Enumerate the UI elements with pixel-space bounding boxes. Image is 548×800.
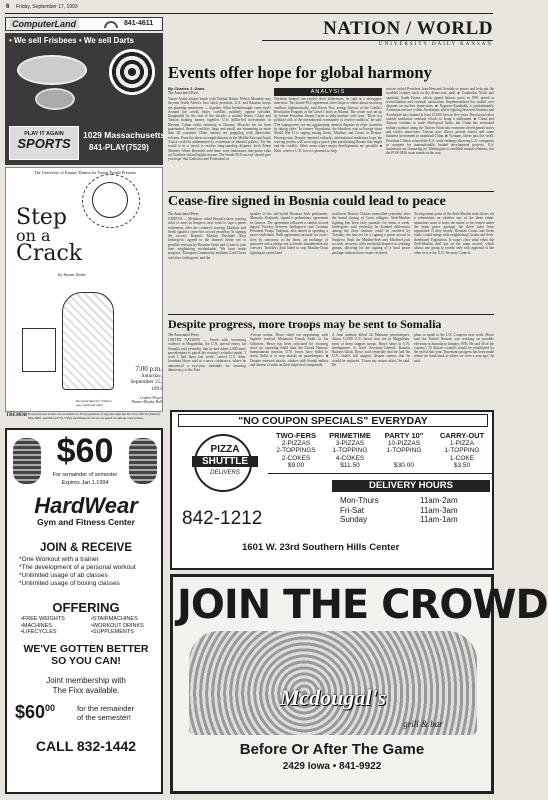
offering-title: OFFERING: [52, 600, 120, 615]
show-time: [116, 366, 162, 392]
offer-right-list: •STAIRMACHINES •WORKOUT DRINKS •SUPPLEMENTS: [91, 616, 144, 635]
special-primetime: PRIMETIME 3-PIZZAS 1-TOPPING 4-COKES $11.50: [329, 431, 371, 469]
pizza-phone: 842-1212: [182, 508, 263, 529]
story2-col4: An important point of the Serb-Muslim deal allows for a referendum on whether any of the three ethnic minorities want 'to leave the union' to be created under the main peace package the three sides have negotiated. If they secede, Bosnian Croats and Serbs likely would merge with neighboring Croatia and Serb-dominated Yugoslavia. It wasn't clear what effect the Serb-Muslim deal has on the main accord, which allows one group to secede only with approval of the other two or the U.N. Security Council.: [414, 212, 494, 255]
pizza-address: 1601 W. 23rd Southern Hills Center: [242, 542, 400, 553]
story1-col2: Northern Ireland can resolve their differences, he said in a newspaper interview. The Israeli-PLO agreement offers hope to others about resolving conflicts diplomatically, said Reyes Nos, acting director of the Conflict Resolution Program at the Carter Center in Atlanta. The center was set up by former President Jimmy Carter to help mediate civil wars. 'There is a political will of the international community to resolve conflicts,' he said. 'The superpowers are not aggravating internal disputes in other countries by taking sides.' In former Yugoslavia, the bloodiest war in Europe since World War II is raging among Serbs, Muslims and Croats in Bosnia-Herzegovina. Despite repeated setbacks, international mediators hope the warring parties will soon sign a peace plan partitioning Bosnia that might end the conflict. Other areas where major developments are possible: ■ Haiti, where a U.N. force is planned to help: [274, 97, 383, 153]
chair-drawing: [22, 328, 56, 372]
story1-agency: The Associated Press: [168, 91, 199, 95]
better-line1: WE'VE GOTTEN BETTER: [23, 643, 149, 655]
computerland-phone: 841-4611: [124, 20, 154, 27]
section-rule: [262, 40, 493, 41]
story3-col3: A June ambush killed 24 Pakistani peacekeepers. About 12,000 U.N. forces now are in Mogadishu, most of them support troops. Howe came to U.N. headquarters to brief Secretary-General Boutros Boutros-Ghali. Howe said yesterday that he had the U.N. chief's full support, despite rumors that he would be replaced. 'I have my return ticket,' he said. He: [332, 333, 410, 368]
show-title-3: Crack: [16, 241, 83, 266]
page-number: 6: [6, 4, 10, 10]
hardwear-remainder: For remainder of semester: [52, 472, 118, 478]
benefit-item: *Unlimited usage of boxing classes: [19, 580, 120, 587]
story1-headline: Events offer hope for global harmony: [168, 63, 432, 82]
benefits-list: [19, 556, 163, 588]
story2-agency: The Associated Press: [168, 212, 199, 216]
special-carryout: CARRY-OUT 1-PIZZA 1-TOPPING 1-COKE $3.50: [439, 431, 485, 469]
hours-row: Fri-Sat 11am-3am: [340, 505, 458, 515]
joint-line2: The Fixx available.: [52, 686, 120, 695]
dartboard-image: [109, 49, 155, 95]
show-day: Saturday,: [141, 372, 162, 379]
hardwear-sub: Gym and Fitness Center: [37, 517, 135, 527]
joint-line1: Joint membership with: [46, 676, 126, 685]
show-year: 1993: [151, 385, 162, 392]
story1-col3: restore exiled President Jean-Bertrand Aristide to power and help put the troubled country back on the democratic path. ■ Cambodia, North and capitalist South Korea, which signed historic pacts in 1991 aimed at reconciliation and eventual unification. Implementation has stalled over disputes on nuclear inspections. ■ Nagorno-Karabakh, a predominantly Armenian enclave within Azerbaijan, where fighting between Armenia and Azerbaijan has claimed at least 15,000 lives in five years. Russia and other outside mediators continue efforts to bring a settlement. ■ China and Taiwan continue to trade ideological barbs, but China has restrained military posture along the Taiwan Strait into economic development zones and tourist attractions. Taiwan now allows private tourist and some business investment in mainland China. ■ Vietnam, where just this week, President Clinton relaxed the U.S. trade embargo allowing U.S. companies to compete for internationally funded development projects. U.S. businesses are clamoring for Washington to establish normal relations, but the POW-MIA issue stands in the way.: [386, 87, 494, 156]
special-party10: PARTY 10" 10-PIZZAS 1-TOPPING $30.00: [384, 431, 424, 469]
pizza-logo: [194, 434, 252, 492]
hardwear-call: CALL 832-1442: [35, 738, 137, 754]
specials-divider: [268, 473, 492, 474]
computerland-ad: [5, 17, 163, 31]
show-author: by Susan Zeder: [58, 272, 86, 277]
theatre-presents: The University of Kansas Theatre for Young People Presents: [34, 170, 136, 175]
benefit-item: *Unlimited usage of ab classes: [19, 572, 108, 579]
price2: $\$60^{00}$: [15, 702, 56, 722]
rainbow-icon: [104, 21, 118, 28]
story3-col4: plans to speak to the U.S. Congress next week. Howe said the United Nations was working on possible elections in Somalia in January 1995. He said 36 of the country's 76 district councils would be established by the end of this year. 'Enormous progress has been made where we think back to where we were a year ago,' he said.: [414, 333, 494, 363]
delivery-hours: [340, 496, 490, 525]
join-receive-title: JOIN & RECEIVE: [39, 542, 133, 554]
show-date: September 25,: [130, 379, 162, 385]
show-time-value: 7:00 p.m.: [135, 365, 162, 373]
story1-byline: By Charles J. Gans: [168, 86, 205, 91]
story3-headline: Despite progress, more troops may be sent to Somalia: [168, 317, 442, 331]
hardwear-expires: Expires Jan.1,1994: [61, 480, 109, 486]
hardwear-price: $60: [56, 432, 114, 470]
frisbee-image: [17, 55, 87, 85]
offer-left-list: •FREE WEIGHTS •MACHINES •LIFECYCLES: [21, 616, 65, 635]
sports-ad: [5, 33, 166, 165]
benefit-item: *The development of a personal workout: [19, 564, 136, 571]
crowd-ad: [170, 574, 548, 794]
playitagain-line2: SPORTS: [17, 136, 71, 151]
show-venue: Crafton-Preyer Theatre-Murphy Hall: [131, 396, 162, 404]
story3-agency: The Associated Press: [168, 333, 199, 337]
computerland-logo: ComputerLand: [9, 19, 79, 29]
tremor-logo: TREMOR: [6, 413, 28, 418]
pizza-logo-2: SHUTTLE: [192, 456, 258, 467]
page-date: Friday, September 17, 1993: [16, 4, 78, 10]
show-recommend: Recommended for children ages eight and older.: [76, 399, 112, 407]
playitagain-address: 1029 Massachusetts: [83, 130, 166, 140]
better-line2: SO YOU CAN!: [51, 655, 121, 667]
frisbee-image-2: [35, 88, 75, 110]
analysis-label: ANALYSIS: [274, 88, 382, 96]
story1-rule: [168, 191, 494, 192]
show-title-2: on a: [16, 226, 51, 245]
show-title: [16, 205, 106, 266]
theatre-ad: [5, 167, 163, 412]
benefit-item: *One Workout with a trainer: [19, 556, 99, 563]
hours-row: Mon-Thurs 11am-2am: [340, 496, 458, 505]
story2-rule: [168, 314, 494, 315]
child-drawing: [62, 292, 114, 390]
crowd-address: 2429 Iowa • 841-9922: [282, 761, 382, 772]
playitagain-line1: PLAY IT AGAIN: [24, 131, 64, 137]
pizza-ad: [170, 410, 494, 570]
hardwear-ad: [5, 428, 163, 794]
crowd-slogan: Before Or After The Game: [239, 741, 425, 758]
pizza-logo-1: PIZZA: [210, 444, 240, 455]
crowd-venue: Mcdougal's: [279, 685, 387, 710]
pizza-logo-3: DELIVERS: [210, 470, 240, 476]
section-title: NATION / WORLD: [323, 18, 493, 39]
remainder2: for the remainder of the semester!: [77, 704, 135, 722]
ticket-info: Reserved seat tickets are available for $5 (regardless of age) through the KU box offices (Murphy 864-3982, and 864-4373). VISA and MasterCard are accepted for phone reservations.: [28, 412, 161, 420]
boxer-right-image: [129, 438, 157, 484]
crowd-sub: grill & bar: [403, 719, 443, 729]
story2-col3: southwest Bosnia. Clashes intensified yesterday after the brutal slaying of Croat villagers. Serb-Muslim fighting has been only sporadic for about a week. Izetbegovic said yesterday he doubted differences among the three factions could be resolved by Tuesday, the date set for a signing a peace accord in Sarajevo. Both the Muslim-Serb and Muslim-Croat accords, however, offer territorial disputes to working groups, allowing for the signing of a final peace package without those issues resolved.: [332, 212, 410, 255]
paper-name: UNIVERSITY DAILY KANSAN: [378, 42, 493, 47]
header-rule: [5, 13, 493, 14]
crowd-headline: JOIN THE CROWD: [177, 582, 548, 628]
story1-col1: Yasser Arafat shakes hands with Yitzhak Rabin. Nelson Mandela may become South Africa's first black president. U.S. and Russian troops are planning maneuvers — together. What breakthroughs come next? Around the world, bitter conflicts suddenly appear solvable. Imaginable by the end of the decade: a unified Korea. China and Taiwan making money together. U.S. dollar-fed investments in Havana. Cuban exiles returning to Havana. Miracles are far from guaranteed. Armed conflicts, large and small, are simmering in more than 40 countries. Other nations are grappling with democratic reforms. Even the latest accomplishments in the Middle East and South Africa could be undermined by extremists or internal politics. Yet the world is in a mood to resolve long-standing disputes. Irish Prime Minister Albert Reynolds said there were indications that peace talks on Northern Ireland might resume. The Israeli-PLO accord 'should give you hope' that Catholics and Protestants in: [168, 97, 271, 162]
hours-row: Sunday 11am-1am: [340, 515, 458, 524]
special-twofers: TWO-FERS 2-PIZZAS 2-TOPPINGS 2-COKES $9.00: [276, 431, 316, 469]
playitagain-logo: [9, 126, 79, 160]
delivery-hours-title: DELIVERY HOURS: [332, 480, 490, 492]
story3-col2: African nation. Howe ruled out negotiating with fugitive warlord Mohamed Farrah Aidid or his followers. Howe has been criticized for focusing more on capturing Aidid than the United Nations' humanitarian mission. U.N. forces have failed to arrest Aidid or to stop attacks on peacekeepers. ■ Despite renewed attacks, clashes with Somali militia and dozens of raids on their suspected compounds,: [250, 333, 328, 368]
playitagain-phone: 841-PLAY(7529): [89, 143, 149, 152]
story2-headline: Cease-fire signed in Bosnia could lead to peace: [168, 194, 446, 209]
story3-col1: UNITED NATIONS — Faced with increasing violence in Mogadishu, the U.N. special envoy for Somalia said yesterday that he had asked 2,000 more peacekeepers to patrol the country's volatile capital. 'I wish I had them last week,' retired U.S. Adm. Jonathan Howe said at a news conference, where he announced a two-year timetable for restoring democracy to the East: [168, 338, 246, 373]
show-title-1: Step: [16, 205, 68, 230]
no-coupon-banner: "NO COUPON SPECIALS" EVERYDAY: [178, 414, 488, 427]
hardwear-brand: HardWear: [34, 493, 138, 518]
story2-col1: GENEVA — Mediators asked Bosnia's three warring sides to meet in Sarajevo next week to sign a peace settlement, after the country's warring Muslims and Serbs signed a cease-fire accord yesterday. In signing the accord, Bosnia's Muslim President Alija Izetbegovic agreed to the chances better yet to possible revision by Bosnian Serbs and Croats to join their neighboring motherlands. 'We have made progress,' European Community mediator Lord Owen said after Izetbegovic and the: [168, 217, 246, 260]
sell-frisbees: • We sell Frisbees • We sell Darts: [9, 36, 134, 45]
story2-col2: speaker of the self-styled Bosnian Serb parliament, Momcilo Krajisnik, signed a preliminary agreement in Geneva. The agreement followed a similar accord signed Tuesday between Izetbegovic and Croatian President Franjo Tudjman, also aimed at speeding a peace settlement. Both agreements provide for cease-fires by tomorrow at the latest, an exchange of prisoners and a pledge not to hinder humanitarian aid convoys. Tuesday's deal failed to stop Muslim-Croat fighting in central and: [250, 212, 328, 255]
